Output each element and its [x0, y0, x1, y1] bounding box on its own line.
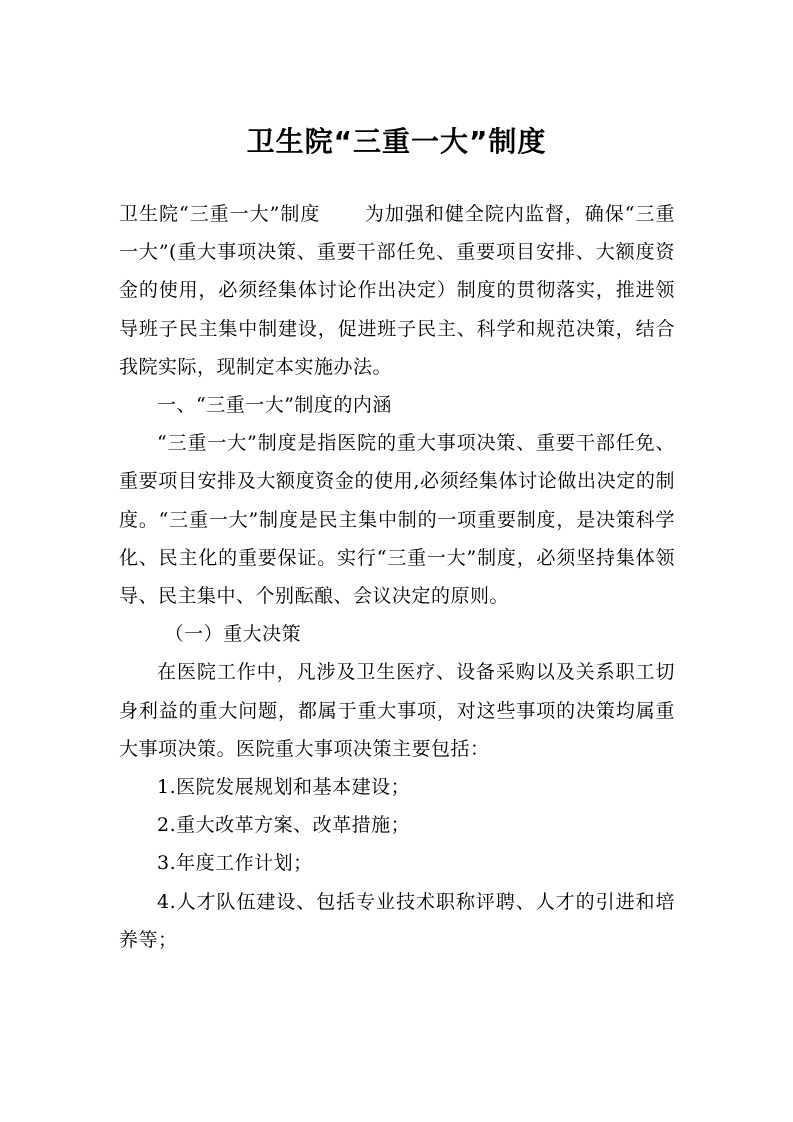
- subsection-heading: （一）重大决策: [164, 623, 302, 646]
- list-item: 2.重大改革方案、改革措施；: [157, 814, 411, 837]
- intro-paragraph: [119, 195, 675, 386]
- document-body: [119, 195, 675, 959]
- list-item: 1.医院发展规划和基本建设；: [157, 776, 411, 799]
- list-item: 4.人才队伍建设、包括专业技术职称评聘、人才的引进和培养等；: [119, 890, 675, 951]
- document-title: 卫生院“三重一大”制度: [246, 125, 547, 158]
- list-item: 3.年度工作计划；: [157, 852, 313, 875]
- section-paragraph: “三重一大”制度是指医院的重大事项决策、重要干部任免、重要项目安排及大额度资金的使用,必须经集体讨论做出决定的制度。“三重一大”制度是民主集中制的一项重要制度，是决策科学化、民主化的重要保证。实行“三重一大”制度，必须坚持集体领导、民主集中、个别酝酿、会议决定的原则。: [119, 432, 675, 608]
- intro-rest: 为加强和健全院内监督，确保“三重一大”(重大事项决策、重要干部任免、重要项目安排、大额度资金的使用，必须经集体讨论作出决定）制度的贯彻落实，推进领导班子民主集中制建设，促进班子民主、科学和规范决策，结合我院实际，现制定本实施办法。: [119, 203, 675, 378]
- intro-lead: 卫生院“三重一大”制度: [119, 203, 321, 225]
- section-heading: 一、“三重一大”制度的内涵: [157, 394, 392, 417]
- subsection-paragraph: 在医院工作中，凡涉及卫生医疗、设备采购以及关系职工切身利益的重大问题，都属于重大事项，对这些事项的决策均属重大事项决策。医院重大事项决策主要包括：: [119, 661, 675, 760]
